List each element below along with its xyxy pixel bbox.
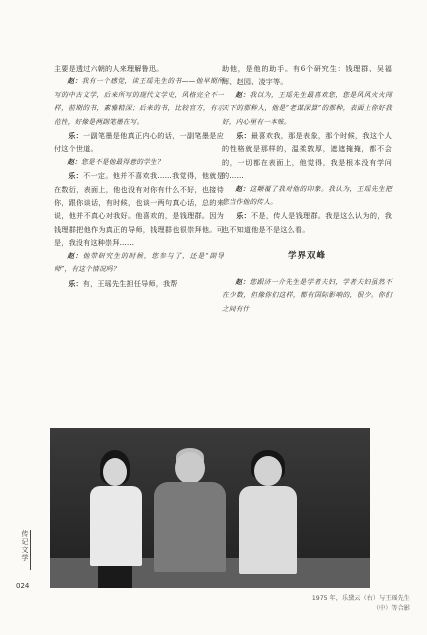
paragraph-text: 我以为，王瑶先生最喜欢您，您是风风火火闯天下的那种人，他是“老谋深算”的那种，表面上你好我好，内心里有一本账。 — [222, 90, 392, 126]
speaker-label: 乐： — [236, 211, 252, 221]
paragraph-text: 这颠覆了我对他的印象。我认为，王瑶先生把您当作他的传人。 — [222, 184, 392, 207]
magazine-name: 传记文学 — [16, 530, 31, 570]
right-paragraph — [222, 89, 392, 129]
left-paragraph — [54, 129, 224, 156]
right-paragraph — [222, 62, 392, 89]
paragraph-text: 不是，传人是钱理群。我是这么认为的，我也不知道他是不是这么看。 — [222, 211, 392, 234]
speaker-label: 乐： — [68, 278, 83, 288]
paragraph-text: 我有一个感觉，读王瑶先生的书——他早期所写的中古文学，后来所写的现代文学史，风格完全不一样，前期的书，素雅精深；后来的书，比较官方，有示范性，好像是两副笔墨在写。 — [54, 77, 225, 126]
speaker-label: 赵： — [235, 90, 250, 99]
speaker-label: 赵： — [235, 184, 250, 193]
left-paragraph — [54, 62, 224, 75]
paragraph-text: 助他，是他的助手。有6个研究生：钱理群、吴福辉、赵园、凌宇等。 — [222, 64, 392, 87]
right-paragraph — [222, 209, 392, 236]
left-paragraph — [54, 250, 224, 277]
person-right — [233, 450, 303, 588]
paragraph-text: 他带研究生的时候，您参与了，还是“副导师”，有这个情况吗？ — [54, 251, 225, 274]
speaker-label: 乐： — [236, 131, 252, 141]
person-left — [86, 450, 146, 588]
right-paragraph — [222, 276, 392, 316]
historical-photo — [50, 428, 370, 588]
paragraph-text: 您是不是他最得意的学生？ — [81, 157, 164, 166]
left-paragraph — [54, 169, 224, 249]
left-paragraph — [54, 75, 224, 129]
speaker-label: 赵： — [67, 77, 82, 86]
speaker-label: 乐： — [68, 131, 84, 141]
paragraph-text: 一副笔墨是他真正内心的话，一副笔墨是应付这个世道。 — [54, 131, 224, 154]
right-column — [222, 62, 392, 316]
section-title: 学界双峰 — [287, 251, 326, 262]
paragraph-text: 最喜欢我，那是表象，那个时候，我这个人的性格就是那样的，温柔敦厚，遮遮掩掩，都不会的，一切都在表面上，他觉得，我是根本没有学问的…… — [222, 131, 392, 181]
left-paragraph — [54, 277, 224, 290]
speaker-label: 赵： — [67, 251, 83, 260]
left-column — [54, 62, 224, 290]
speaker-label: 赵： — [67, 157, 82, 166]
paragraph-text: 有，王瑶先生担任导师，我帮 — [82, 278, 178, 288]
right-paragraph — [222, 183, 392, 210]
right-paragraph — [222, 129, 392, 183]
speaker-label: 乐： — [68, 171, 84, 181]
speaker-label: 赵： — [235, 277, 250, 286]
paragraph-text: 不一定。他并不喜欢我……我觉得，他就是在数衍，表面上，他也没有对你有什么不好，也接待你，跟你谈话，有时候，也谈一两句真心话，总的来说，他并不真心对我好。他喜欢的，是钱理群。因为钱理群把他作为真正的导师，钱理群也很崇拜他。可是，我没有这种崇拜…… — [54, 171, 224, 248]
photo-caption: 1975 年，乐黛云（右）与王瑶先生（中）等合影 — [311, 595, 410, 612]
page-number: 024 — [16, 582, 30, 590]
paragraph-text: 您跟济一介先生是学者夫妇，学者夫妇虽然不在少数，但像你们这样，都有国际影响的，很少。你们之间有什 — [222, 277, 392, 313]
person-center — [150, 448, 230, 588]
paragraph-text: 主要是透过六朝的人来理解鲁迅。 — [54, 64, 164, 73]
left-paragraph — [54, 156, 224, 169]
